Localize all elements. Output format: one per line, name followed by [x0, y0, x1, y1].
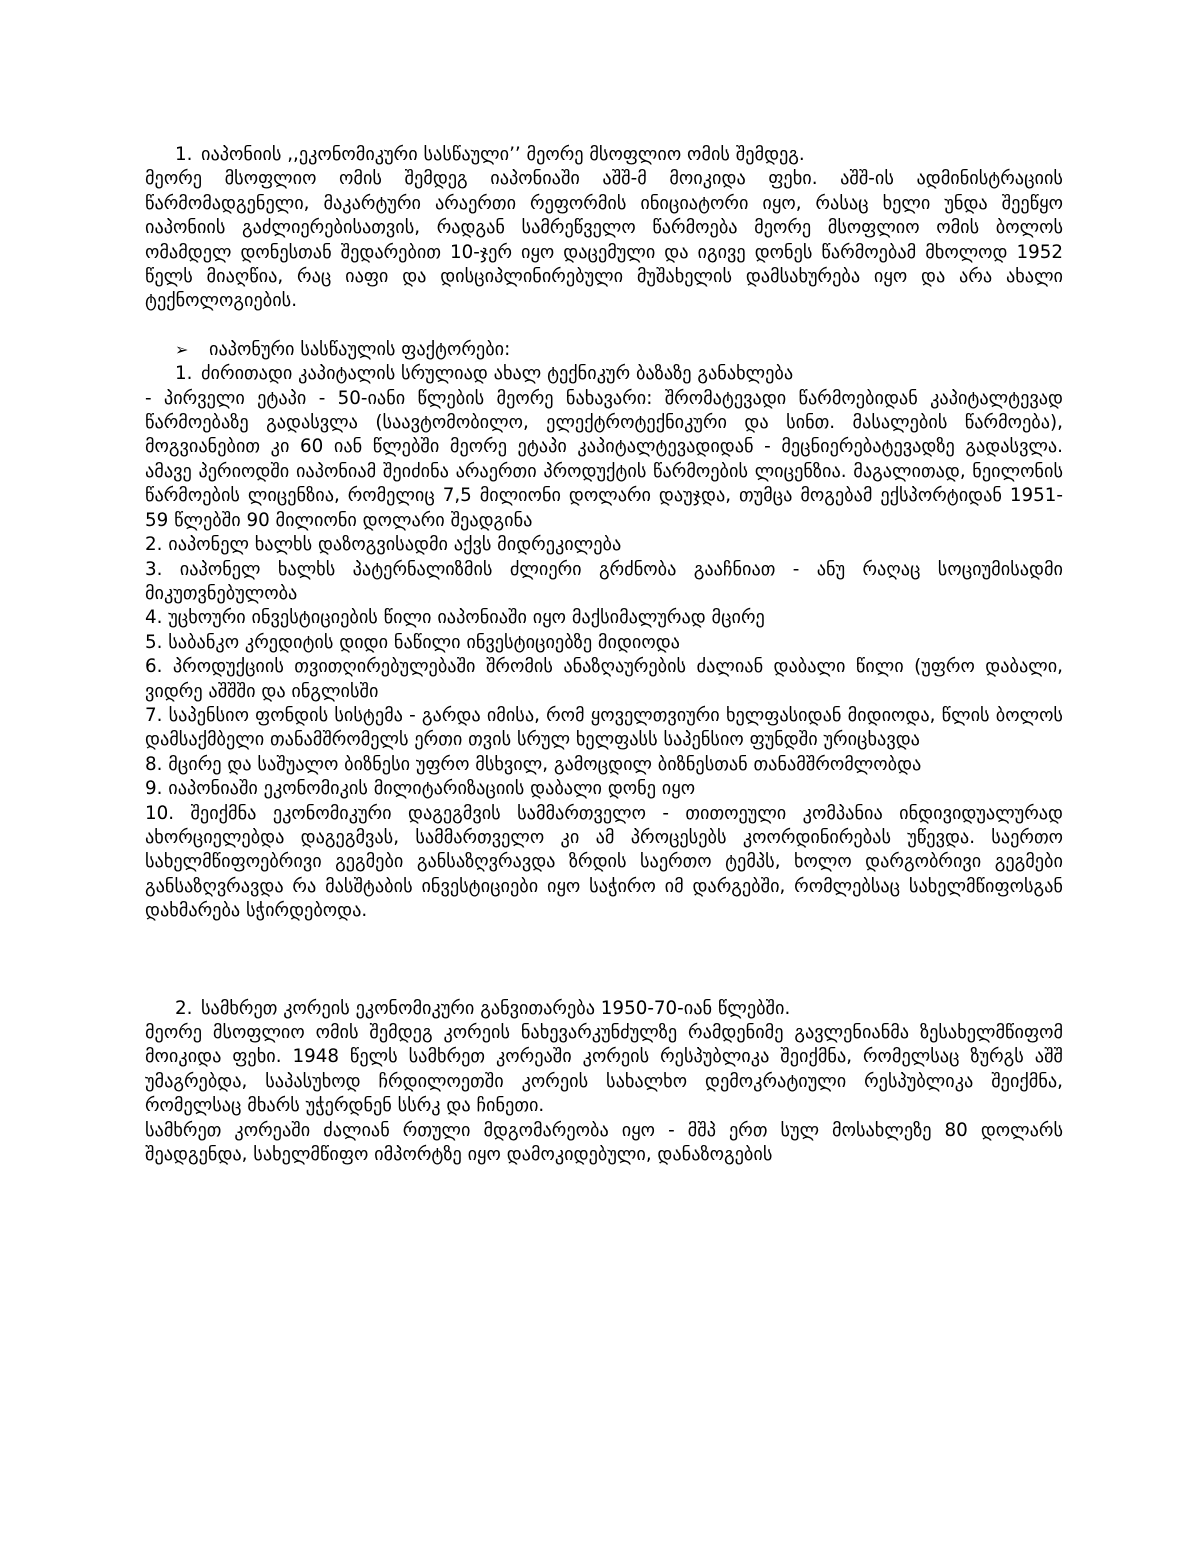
list-item: 8. მცირე და საშუალო ბიზნესი უფრო მსხვილ, გამოცდილ ბიზნესთან თანამშრომლობდა — [145, 753, 922, 775]
list-item: 4. უცხოური ინვესტიციების წილი იაპონიაში იყო მაქსიმალურად მცირე — [145, 607, 765, 629]
section1-title: იაპონიის ,,ეკონომიკური სასწაული’’ მეორე მსოფლიო ომის შემდეგ. — [201, 144, 805, 165]
list-item: 6. პროდუქციის თვითღირებულებაში შრომის ანაზღაურების ძალიან დაბალი წილი (უფრო დაბალი, ვიდრე აშშში და ინგლისში — [145, 656, 1063, 702]
section2-paragraph: მეორე მსოფლიო ომის შემდეგ კორეის ნახევარკუნძულზე რამდენიმე გავლენიანმა ზესახელმწიფომ მოიკიდა ფეხი. 1948 წელს სამხრეთ კორეაში კორეის რესპუბლიკა შეიქმნა, რომელსაც ზურგს აშშ უმაგრებდა, საპასუხოდ ჩრდილოეთში კორეის სახალხო დემოკრატიული რესპუბლიკა შეიქმნა, რომელსაც მხარს უჭერდნენ სსრკ და ჩინეთი. — [145, 1022, 1063, 1117]
list-item: 2. იაპონელ ხალხს დაზოგვისადმი აქვს მიდრეკილება — [145, 534, 622, 556]
spacer — [145, 314, 1063, 338]
section2-paragraph: სამხრეთ კორეაში ძალიან რთული მდგომარეობა იყო - მშპ ერთ სულ მოსახლეზე 80 დოლარს შეადგენდა, სახელმწიფო იმპორტზე იყო დამოკიდებული, დანაზოგების — [145, 1119, 1063, 1166]
list-item: 10. შეიქმნა ეკონომიკური დაგეგმვის სამმართველო - თითოეული კომპანია ინდივიდუალურად ახორციელებდა დაგეგმვას, სამმართველო კი ამ პროცესებს კოორდინირებას უწევდა. საერთო სახელმწიფოებრივი გეგმები განსაზღვრავდა ზრდის საერთო ტემპს, ხოლო დარგობრივი გეგმები განსაზღვრავდა რა მასშტაბის ინვესტიციები იყო საჭირო იმ დარგებში, რომლებსაც სახელმწიფოსგან დახმარება სჭირდებოდა. — [145, 802, 1063, 922]
section1-heading — [145, 143, 1063, 167]
factors-heading — [145, 338, 1063, 362]
section1-intro: მეორე მსოფლიო ომის შემდეგ იაპონიაში აშშ-მ მოიკიდა ფეხი. აშშ-ის ადმინისტრაციის წარმომადგენელი, მაკარტური არაერთი რეფორმის ინიციატორი იყო, რასაც ხელი უნდა შეეწყო იაპონიის გაძლიერებისათვის, რადგან სამრეწველო წარმოება მეორე მსოფლიო ომის ბოლოს ომამდელ დონესთან შედარებით 10-ჯერ იყო დაცემული და იგივე დონეს წარმოებამ მხოლოდ 1952 წელს მიაღწია, რაც იაფი და დისციპლინირებული მუშახელის დამსახურება იყო და არა ახალი ტექნოლოგიების. — [145, 168, 1063, 312]
factor1-number: 1. — [175, 363, 193, 385]
factor1-text: ძირითადი კაპიტალის სრულიად ახალ ტექნიკურ ბაზაზე განახლება — [201, 363, 794, 385]
section1-number: 1. — [175, 144, 193, 165]
section2-heading — [145, 997, 1063, 1021]
list-item: 7. საპენსიო ფონდის სისტემა - გარდა იმისა, რომ ყოველთვიური ხელფასიდან მიდიოდა, წლის ბოლოს დამსაქმბელი თანამშრომელს ერთი თვის სრულ ხელფასს საპენსიო ფუნდში ურიცხავდა — [145, 704, 1063, 751]
factors-heading-text: იაპონური სასწაულის ფაქტორები: — [209, 338, 511, 360]
list-item: 5. საბანკო კრედიტის დიდი ნაწილი ინვესტიციებზე მიდიოდა — [145, 631, 680, 653]
document-page — [145, 143, 1063, 1167]
list-item: 9. იაპონიაში ეკონომიკის მილიტარიზაციის დაბალი დონე იყო — [145, 778, 696, 800]
list-item: 3. იაპონელ ხალხს პატერნალიზმის ძლიერი გრძნობა გააჩნიათ - ანუ რაღაც სოციუმისადმი მიკუთვნებულობა — [145, 558, 1063, 604]
section2-number: 2. — [175, 997, 193, 1019]
arrow-bullet-icon: ➢ — [175, 339, 189, 359]
factor1-detail: - პირველი ეტაპი - 50-იანი წლების მეორე ნახავარი: შრომატევადი წარმოებიდან კაპიტალტევად წარმოებაზე გადასვლა (საავტომობილო, ელექტროტექნიკური და სინთ. მასალების წარმოება), მოგვიანებით კი 60 იან წლებში მეორე ეტაპი კაპიტალტევადიდან - მეცნიერებატევადზე გადასვლა. ამავე პერიოდში იაპონიამ შეიძინა არაერთი პროდუქტის წარმოების ლიცენზია. მაგალითად, ნეილონის წარმოების ლიცენზია, რომელიც 7,5 მილიონი დოლარი დაუჯდა, თუმცა მოგებამ ექსპორტიდან 1951-59 წლებში 90 მილიონი დოლარი შეადგინა — [145, 387, 1063, 531]
section2-title: სამხრეთ კორეის ეკონომიკური განვითარება 1950-70-იან წლებში. — [201, 997, 791, 1019]
factor1 — [145, 362, 1063, 386]
spacer — [145, 924, 1063, 997]
